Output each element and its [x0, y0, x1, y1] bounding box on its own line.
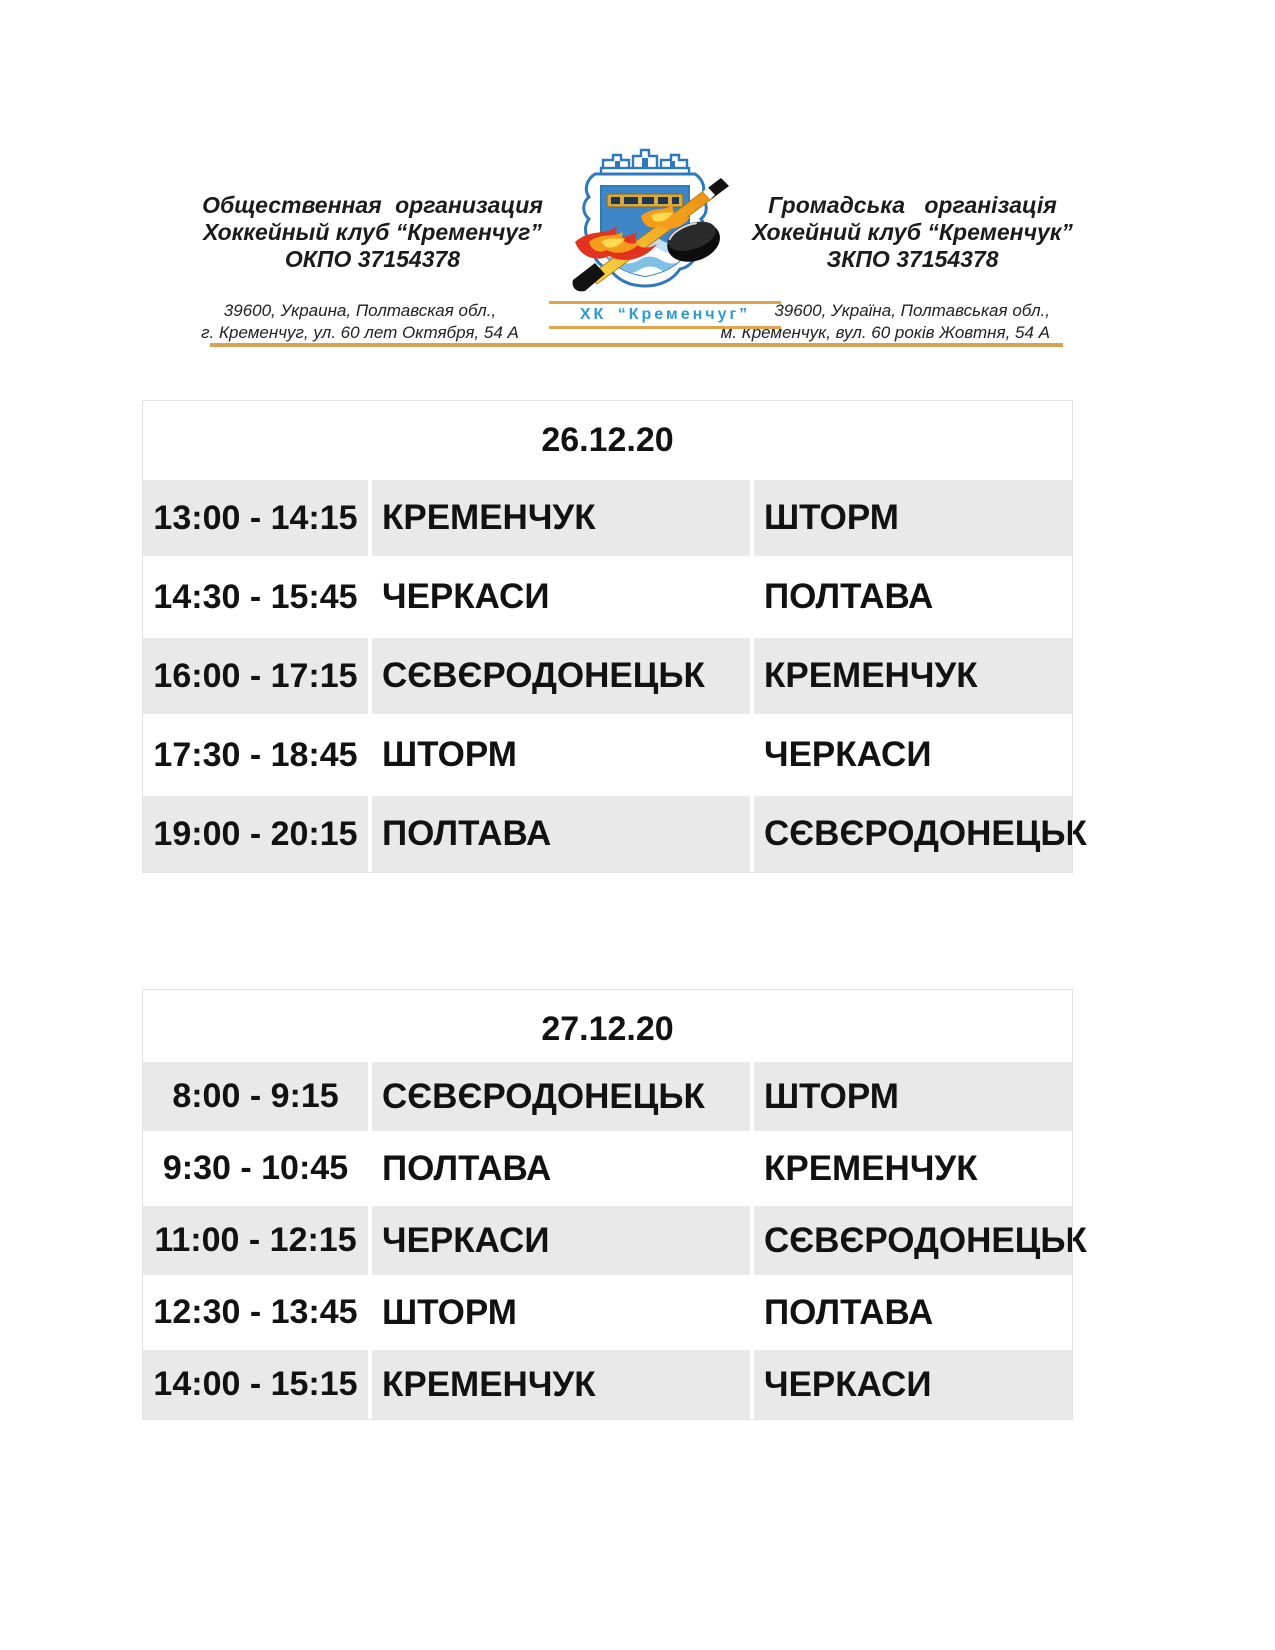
letterhead-separator-line: [210, 343, 1063, 347]
address-block-russian: [145, 300, 575, 344]
address-line: 39600, Украина, Полтавская обл.,: [223, 301, 497, 320]
schedule-table-day1: [143, 401, 1087, 872]
away-team-cell: ЧЕРКАСИ: [754, 717, 1072, 793]
home-team-cell: СЄВЄРОДОНЕЦЬК: [372, 638, 750, 714]
org-name-line: Громадська організація: [768, 192, 1057, 218]
address-line: г. Кременчуг, ул. 60 лет Октября, 54 А: [201, 323, 519, 342]
logo-banner: [549, 301, 781, 329]
home-team-cell: ПОЛТАВА: [372, 1134, 750, 1203]
home-team-cell: ЧЕРКАСИ: [372, 559, 750, 635]
time-cell: 16:00 - 17:15: [143, 638, 368, 714]
logo-banner-text: ХК “Кременчуг”: [579, 306, 751, 323]
time-cell: 17:30 - 18:45: [143, 717, 368, 793]
mural-crown-icon: [601, 150, 689, 174]
org-name-line: Хоккейный клуб “Кременчуг”: [203, 219, 542, 245]
schedule-table-day2: [143, 990, 1087, 1419]
time-cell: 19:00 - 20:15: [143, 796, 368, 872]
time-cell: 11:00 - 12:15: [143, 1206, 368, 1275]
home-team-cell: КРЕМЕНЧУК: [372, 1350, 750, 1419]
address-line: м. Кременчук, вул. 60 років Жовтня, 54 А: [720, 323, 1050, 342]
away-team-cell: ШТОРМ: [754, 480, 1072, 556]
time-cell: 12:30 - 13:45: [143, 1278, 368, 1347]
away-team-cell: ПОЛТАВА: [754, 1278, 1072, 1347]
time-cell: 8:00 - 9:15: [143, 1062, 368, 1131]
home-team-cell: ЧЕРКАСИ: [372, 1206, 750, 1275]
time-cell: 14:30 - 15:45: [143, 559, 368, 635]
away-team-cell: КРЕМЕНЧУК: [754, 638, 1072, 714]
org-name-line: Хокейний клуб “Кременчук”: [752, 219, 1073, 245]
time-cell: 9:30 - 10:45: [143, 1134, 368, 1203]
org-code-line: ЗКПО 37154378: [826, 246, 999, 272]
table-date-header: 27.12.20: [143, 990, 1072, 1069]
org-code-line: ОКПО 37154378: [284, 246, 461, 272]
home-team-cell: ШТОРМ: [372, 717, 750, 793]
address-line: 39600, Україна, Полтавськая обл.,: [774, 301, 1050, 320]
away-team-cell: СЄВЄРОДОНЕЦЬК: [754, 1206, 1072, 1275]
org-block-russian: [175, 192, 570, 273]
org-name-line: Общественная организация: [202, 192, 543, 218]
table-date-header: 26.12.20: [143, 401, 1072, 480]
away-team-cell: КРЕМЕНЧУК: [754, 1134, 1072, 1203]
time-cell: 14:00 - 15:15: [143, 1350, 368, 1419]
home-team-cell: СЄВЄРОДОНЕЦЬК: [372, 1062, 750, 1131]
time-cell: 13:00 - 14:15: [143, 480, 368, 556]
away-team-cell: СЄВЄРОДОНЕЦЬК: [754, 796, 1072, 872]
away-team-cell: ЧЕРКАСИ: [754, 1350, 1072, 1419]
away-team-cell: ШТОРМ: [754, 1062, 1072, 1131]
away-team-cell: ПОЛТАВА: [754, 559, 1072, 635]
club-crest-logo: [545, 144, 745, 296]
home-team-cell: КРЕМЕНЧУК: [372, 480, 750, 556]
crest-motto-plaque: [607, 194, 683, 207]
home-team-cell: ПОЛТАВА: [372, 796, 750, 872]
home-team-cell: ШТОРМ: [372, 1278, 750, 1347]
org-block-ukrainian: [715, 192, 1110, 273]
